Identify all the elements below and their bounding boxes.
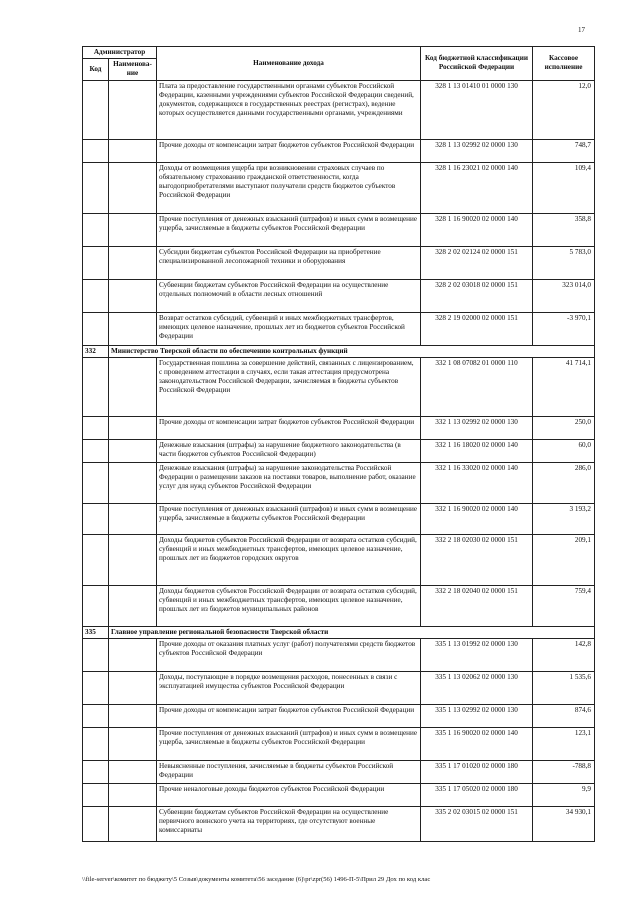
table-row — [83, 279, 595, 312]
table-row — [83, 534, 595, 585]
header-admin-name: Наименова-ние — [109, 59, 157, 80]
admin-name-cell — [109, 312, 157, 345]
admin-code-cell — [83, 503, 109, 534]
budget-code-cell: 335 1 13 02992 02 0000 130 — [421, 705, 533, 728]
budget-code-cell: 328 2 02 02124 02 0000 151 — [421, 246, 533, 279]
admin-name-cell — [109, 672, 157, 705]
budget-code-cell: 328 1 16 23021 02 0000 140 — [421, 162, 533, 213]
admin-name-cell — [109, 534, 157, 585]
amount-cell: 109,4 — [533, 162, 595, 213]
admin-code-cell — [83, 807, 109, 842]
income-name-cell: Возврат остатков субсидий, субвенций и иных межбюджетных трансфертов, имеющих целевое назначение, прошлых лет из бюджетов субъектов Российской Федерации — [157, 312, 421, 345]
budget-code-cell: 332 1 16 18020 02 0000 140 — [421, 439, 533, 462]
income-name-cell: Прочие поступления от денежных взысканий (штрафов) и иных сумм в возмещение ущерба, зачисляемые в бюджеты субъектов Российской Федерации — [157, 213, 421, 246]
amount-cell: 41 714,1 — [533, 357, 595, 416]
income-name-cell: Плата за предоставление государственными органами субъектов Российской Федерации, казенными учреждениями субъектов Российской Федерации сведений, документов, содержащихся в государственных реестрах (регистрах), ведение которых осуществляется данными государственными органами, учреждениями — [157, 80, 421, 139]
admin-name-cell — [109, 139, 157, 162]
admin-name-cell — [109, 503, 157, 534]
income-name-cell: Субсидии бюджетам субъектов Российской Федерации на приобретение специализированной лесопожарной техники и оборудования — [157, 246, 421, 279]
admin-name-cell — [109, 807, 157, 842]
admin-code-cell — [83, 416, 109, 439]
admin-name-cell — [109, 585, 157, 626]
amount-cell: 9,9 — [533, 784, 595, 807]
budget-code-cell: 328 1 13 02992 02 0000 130 — [421, 139, 533, 162]
admin-name-cell — [109, 246, 157, 279]
table-row — [83, 728, 595, 761]
budget-code-cell: 328 1 13 01410 01 0000 130 — [421, 80, 533, 139]
budget-code-cell: 332 2 18 02030 02 0000 151 — [421, 534, 533, 585]
income-name-cell: Денежные взыскания (штрафы) за нарушение законодательства Российской Федерации о размещении заказов на поставки товаров, выполнение работ, оказание услуг для нужд субъектов Российской Федерации — [157, 462, 421, 503]
header-income-name: Наименование дохода — [157, 47, 421, 81]
amount-cell: 250,0 — [533, 416, 595, 439]
table-row — [83, 246, 595, 279]
admin-name-cell — [109, 761, 157, 784]
amount-cell: 5 783,0 — [533, 246, 595, 279]
admin-name-cell — [109, 357, 157, 416]
admin-name-cell — [109, 162, 157, 213]
table-row — [83, 639, 595, 672]
budget-code-cell: 335 1 13 02062 02 0000 130 — [421, 672, 533, 705]
budget-code-cell: 332 2 18 02040 02 0000 151 — [421, 585, 533, 626]
budget-code-cell: 332 1 13 02992 02 0000 130 — [421, 416, 533, 439]
section-admin-code: 335 — [83, 626, 109, 638]
table-row — [83, 705, 595, 728]
income-name-cell: Прочие доходы от компенсации затрат бюджетов субъектов Российской Федерации — [157, 705, 421, 728]
admin-code-cell — [83, 279, 109, 312]
amount-cell: 358,8 — [533, 213, 595, 246]
admin-code-cell — [83, 672, 109, 705]
admin-code-cell — [83, 213, 109, 246]
header-admin-code: Код — [83, 59, 109, 80]
header-cash-execution: Кассовое исполнение — [533, 47, 595, 81]
header-administrator: Администратор — [83, 47, 157, 59]
amount-cell: -3 970,1 — [533, 312, 595, 345]
amount-cell: 142,8 — [533, 639, 595, 672]
amount-cell: 34 930,1 — [533, 807, 595, 842]
amount-cell: 748,7 — [533, 139, 595, 162]
table-row — [83, 761, 595, 784]
amount-cell: 759,4 — [533, 585, 595, 626]
amount-cell: -788,8 — [533, 761, 595, 784]
admin-name-cell — [109, 416, 157, 439]
admin-name-cell — [109, 279, 157, 312]
table-row — [83, 80, 595, 139]
budget-code-cell: 328 1 16 90020 02 0000 140 — [421, 213, 533, 246]
admin-code-cell — [83, 357, 109, 416]
amount-cell: 286,0 — [533, 462, 595, 503]
budget-code-cell: 328 2 19 02000 02 0000 151 — [421, 312, 533, 345]
table-row — [83, 807, 595, 842]
section-row — [83, 626, 595, 638]
admin-name-cell — [109, 213, 157, 246]
budget-code-cell: 335 2 02 03015 02 0000 151 — [421, 807, 533, 842]
budget-code-cell: 332 1 16 33020 02 0000 140 — [421, 462, 533, 503]
amount-cell: 60,0 — [533, 439, 595, 462]
section-title: Министерство Тверской области по обеспечению контрольных функций — [109, 345, 595, 357]
table-row — [83, 503, 595, 534]
budget-code-cell: 332 1 16 90020 02 0000 140 — [421, 503, 533, 534]
income-name-cell: Доходы бюджетов субъектов Российской Федерации от возврата остатков субсидий, субвенций и иных межбюджетных трансфертов, имеющих целевое назначение, прошлых лет из бюджетов муниципальных районов — [157, 585, 421, 626]
amount-cell: 3 193,2 — [533, 503, 595, 534]
table-row — [83, 672, 595, 705]
admin-name-cell — [109, 784, 157, 807]
admin-code-cell — [83, 139, 109, 162]
budget-code-cell: 335 1 13 01992 02 0000 130 — [421, 639, 533, 672]
table-row — [83, 462, 595, 503]
income-table — [82, 46, 595, 842]
income-name-cell: Невыясненные поступления, зачисляемые в бюджеты субъектов Российской Федерации — [157, 761, 421, 784]
admin-name-cell — [109, 705, 157, 728]
table-row — [83, 585, 595, 626]
section-admin-code: 332 — [83, 345, 109, 357]
amount-cell: 12,0 — [533, 80, 595, 139]
section-title: Главное управление региональной безопасности Тверской области — [109, 626, 595, 638]
budget-code-cell: 332 1 08 07082 01 0000 110 — [421, 357, 533, 416]
admin-code-cell — [83, 534, 109, 585]
admin-code-cell — [83, 462, 109, 503]
budget-code-cell: 335 1 17 05020 02 0000 180 — [421, 784, 533, 807]
amount-cell: 209,1 — [533, 534, 595, 585]
budget-code-cell: 335 1 17 01020 02 0000 180 — [421, 761, 533, 784]
income-name-cell: Доходы от возмещения ущерба при возникновении страховых случаев по обязательному страхованию гражданской ответственности, когда выгодоприобретателями выступают получатели средств бюджетов субъектов Российской Федерации — [157, 162, 421, 213]
income-name-cell: Доходы, поступающие в порядке возмещения расходов, понесенных в связи с эксплуатацией имущества субъектов Российской Федерации — [157, 672, 421, 705]
admin-code-cell — [83, 728, 109, 761]
income-name-cell: Прочие доходы от оказания платных услуг (работ) получателями средств бюджетов субъектов Российской Федерации — [157, 639, 421, 672]
income-name-cell: Государственная пошлина за совершение действий, связанных с лицензированием, с проведением аттестации в случаях, если такая аттестация предусмотрена законодательством Российской Федерации, зачисляемая в бюджеты субъектов Российской Федерации — [157, 357, 421, 416]
admin-name-cell — [109, 80, 157, 139]
table-row — [83, 162, 595, 213]
table-row — [83, 416, 595, 439]
admin-name-cell — [109, 462, 157, 503]
admin-code-cell — [83, 439, 109, 462]
admin-code-cell — [83, 162, 109, 213]
income-name-cell: Субвенции бюджетам субъектов Российской Федерации на осуществление первичного воинского учета на территориях, где отсутствуют военные комиссариаты — [157, 807, 421, 842]
table-row — [83, 213, 595, 246]
table-row — [83, 312, 595, 345]
admin-code-cell — [83, 639, 109, 672]
income-name-cell: Денежные взыскания (штрафы) за нарушение бюджетного законодательства (в части бюджетов субъектов Российской Федерации) — [157, 439, 421, 462]
file-path-footer: \\file-server\комитет по бюджету\5 Созыв\документы комитета\56 заседание (6)\pr\zpr(56) 1496-П-5\Прил 29 Дох по код клас — [82, 876, 431, 883]
admin-code-cell — [83, 80, 109, 139]
admin-code-cell — [83, 705, 109, 728]
amount-cell: 123,1 — [533, 728, 595, 761]
income-name-cell: Прочие неналоговые доходы бюджетов субъектов Российской Федерации — [157, 784, 421, 807]
table-row — [83, 357, 595, 416]
admin-code-cell — [83, 761, 109, 784]
admin-name-cell — [109, 639, 157, 672]
income-name-cell: Доходы бюджетов субъектов Российской Федерации от возврата остатков субсидий, субвенций и иных межбюджетных трансфертов, имеющих целевое назначение, прошлых лет из бюджетов городских округов — [157, 534, 421, 585]
admin-name-cell — [109, 439, 157, 462]
amount-cell: 323 014,0 — [533, 279, 595, 312]
table-row — [83, 139, 595, 162]
income-name-cell: Прочие поступления от денежных взысканий (штрафов) и иных сумм в возмещение ущерба, зачисляемые в бюджеты субъектов Российской Федерации — [157, 728, 421, 761]
income-name-cell: Прочие доходы от компенсации затрат бюджетов субъектов Российской Федерации — [157, 416, 421, 439]
admin-code-cell — [83, 312, 109, 345]
header-budget-classification: Код бюджетной классификации Российской Федерации — [421, 47, 533, 81]
page-number: 17 — [578, 26, 585, 34]
budget-code-cell: 328 2 02 03018 02 0000 151 — [421, 279, 533, 312]
admin-code-cell — [83, 246, 109, 279]
table-row — [83, 784, 595, 807]
section-row — [83, 345, 595, 357]
amount-cell: 874,6 — [533, 705, 595, 728]
budget-code-cell: 335 1 16 90020 02 0000 140 — [421, 728, 533, 761]
income-name-cell: Субвенции бюджетам субъектов Российской Федерации на осуществление отдельных полномочий в области лесных отношений — [157, 279, 421, 312]
income-name-cell: Прочие поступления от денежных взысканий (штрафов) и иных сумм в возмещение ущерба, зачисляемые в бюджеты субъектов Российской Федерации — [157, 503, 421, 534]
admin-code-cell — [83, 784, 109, 807]
admin-name-cell — [109, 728, 157, 761]
amount-cell: 1 535,6 — [533, 672, 595, 705]
income-name-cell: Прочие доходы от компенсации затрат бюджетов субъектов Российской Федерации — [157, 139, 421, 162]
admin-code-cell — [83, 585, 109, 626]
table-row — [83, 439, 595, 462]
table-body — [83, 80, 595, 841]
